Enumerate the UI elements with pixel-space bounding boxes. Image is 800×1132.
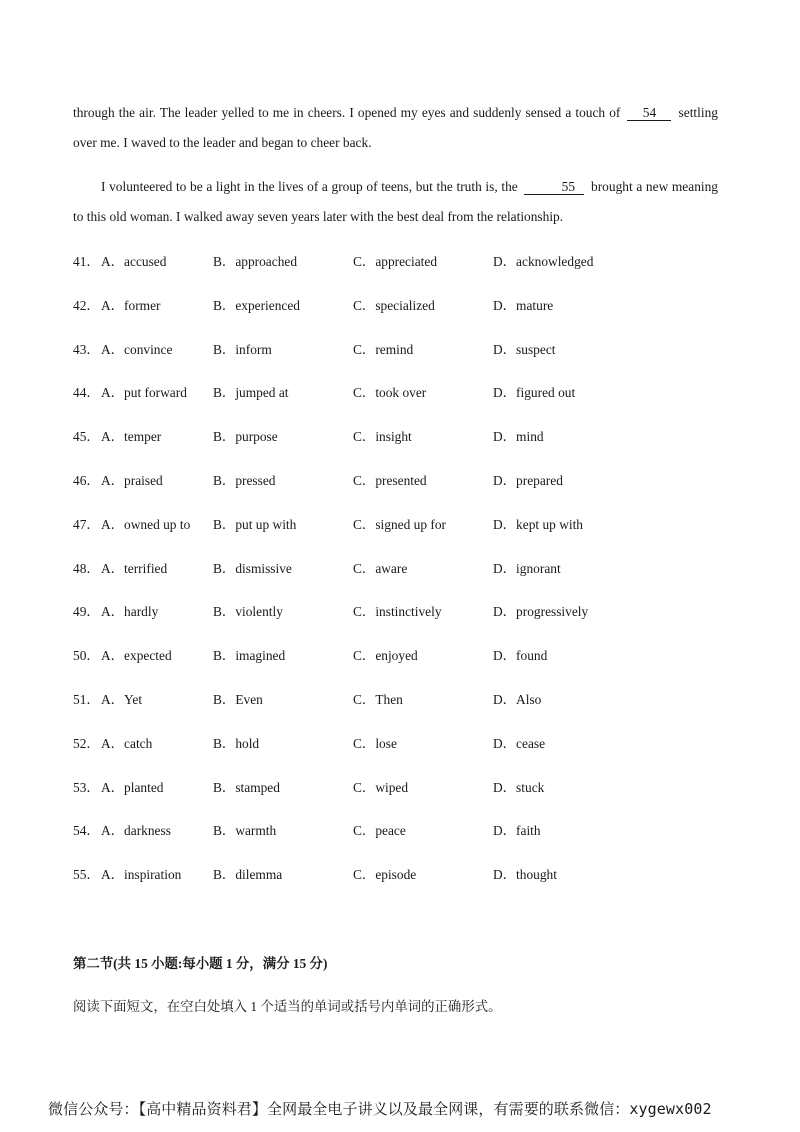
option-d: D．suspect bbox=[493, 341, 556, 357]
option-b: B．purpose bbox=[213, 429, 278, 445]
question-number: 50． bbox=[73, 648, 100, 664]
question-row bbox=[73, 817, 733, 861]
option-d: D．progressively bbox=[493, 604, 589, 620]
question-number: 51． bbox=[73, 691, 100, 707]
option-c: C．presented bbox=[353, 472, 427, 488]
passage-text: brought a new meaning to this old woman. I walked away seven years later with the best deal from the relationship. bbox=[73, 179, 718, 224]
option-c: C．specialized bbox=[353, 297, 435, 313]
section-instruction: 阅读下面短文，在空白处填入 1 个适当的单词或括号内单词的正确形式。 bbox=[73, 999, 502, 1014]
option-a: A．temper bbox=[101, 429, 162, 445]
passage-text: I volunteered to be a light in the lives of a group of teens, but the truth is, the bbox=[101, 179, 518, 194]
option-a: A．put forward bbox=[101, 385, 187, 401]
option-b: B．dismissive bbox=[213, 560, 292, 576]
option-a: A．terrified bbox=[101, 560, 168, 576]
blank-54: 54 bbox=[627, 105, 671, 121]
option-a: A．planted bbox=[101, 779, 164, 795]
option-a: A．darkness bbox=[101, 823, 171, 839]
option-d: D．kept up with bbox=[493, 516, 584, 532]
passage-text: through the air. The leader yelled to me in cheers. I opened my eyes and suddenly sensed a touch of bbox=[73, 105, 621, 120]
footer-promo bbox=[48, 1096, 712, 1122]
question-number: 54． bbox=[73, 823, 100, 839]
option-b: B．violently bbox=[213, 604, 283, 620]
option-b: B．experienced bbox=[213, 297, 300, 313]
option-a: A．praised bbox=[101, 472, 163, 488]
option-d: D．mature bbox=[493, 297, 554, 313]
option-c: C．insight bbox=[353, 429, 412, 445]
option-a: A．owned up to bbox=[101, 516, 191, 532]
question-row bbox=[73, 774, 733, 818]
question-number: 49． bbox=[73, 604, 100, 620]
question-row bbox=[73, 336, 733, 380]
option-c: C．appreciated bbox=[353, 254, 438, 269]
question-row bbox=[73, 642, 733, 686]
question-number: 53． bbox=[73, 779, 100, 795]
option-a: A．hardly bbox=[101, 604, 159, 620]
question-row bbox=[73, 511, 733, 555]
option-d: D．Also bbox=[493, 691, 542, 707]
question-row bbox=[73, 423, 733, 467]
option-d: D．figured out bbox=[493, 385, 576, 401]
question-number: 47． bbox=[73, 516, 100, 532]
question-number: 43． bbox=[73, 341, 100, 357]
option-c: C．signed up for bbox=[353, 516, 446, 532]
option-b: B．dilemma bbox=[213, 867, 283, 883]
question-number: 46． bbox=[73, 472, 100, 488]
option-b: B．stamped bbox=[213, 779, 280, 795]
question-row bbox=[73, 467, 733, 511]
option-c: C．episode bbox=[353, 867, 417, 883]
option-b: B．imagined bbox=[213, 648, 286, 664]
option-c: C．peace bbox=[353, 823, 406, 839]
option-d: D．acknowledged bbox=[493, 254, 594, 269]
option-a: A．expected bbox=[101, 648, 172, 664]
question-row bbox=[73, 598, 733, 642]
option-b: B．inform bbox=[213, 341, 272, 357]
passage-text: settling over me. I waved to the leader and began to cheer back. bbox=[73, 105, 718, 150]
option-c: C．lose bbox=[353, 735, 397, 751]
option-d: D．mind bbox=[493, 429, 544, 445]
option-d: D．faith bbox=[493, 823, 541, 839]
footer-wechat-id: xygewx002 bbox=[629, 1100, 712, 1118]
option-d: D．found bbox=[493, 648, 548, 664]
option-a: A．former bbox=[101, 297, 161, 313]
option-c: C．took over bbox=[353, 385, 427, 401]
option-b: B．put up with bbox=[213, 516, 297, 532]
question-row bbox=[73, 379, 733, 423]
option-d: D．cease bbox=[493, 735, 546, 751]
option-c: C．aware bbox=[353, 560, 408, 576]
option-d: D．stuck bbox=[493, 779, 545, 795]
option-c: C．Then bbox=[353, 691, 403, 707]
option-c: C．wiped bbox=[353, 779, 409, 795]
option-c: C．instinctively bbox=[353, 604, 442, 620]
question-number: 55． bbox=[73, 867, 100, 883]
option-a: A．accused bbox=[101, 254, 167, 269]
option-b: B．Even bbox=[213, 691, 263, 707]
option-a: A．catch bbox=[101, 735, 153, 751]
option-d: D．ignorant bbox=[493, 560, 561, 576]
option-a: A．inspiration bbox=[101, 867, 182, 883]
footer-text: 微信公众号：【高中精品资料君】全网最全电子讲义以及最全网课，有需要的联系微信： bbox=[48, 1100, 630, 1118]
question-number: 48． bbox=[73, 560, 100, 576]
question-number: 41． bbox=[73, 254, 100, 269]
option-a: A．Yet bbox=[101, 691, 143, 707]
option-a: A．convince bbox=[101, 341, 173, 357]
option-d: D．thought bbox=[493, 867, 557, 883]
section-title: 第二节(共 15 小题:每小题 1 分，满分 15 分) bbox=[73, 956, 328, 971]
question-row bbox=[73, 861, 733, 905]
question-number: 42． bbox=[73, 297, 100, 313]
question-options-list bbox=[73, 248, 733, 905]
option-b: B．approached bbox=[213, 254, 298, 269]
question-row bbox=[73, 292, 733, 336]
option-c: C．remind bbox=[353, 341, 414, 357]
option-b: B．jumped at bbox=[213, 385, 289, 401]
question-row bbox=[73, 730, 733, 774]
question-number: 44． bbox=[73, 385, 100, 401]
option-b: B．warmth bbox=[213, 823, 277, 839]
passage-paragraph-2 bbox=[73, 172, 718, 232]
option-b: B．pressed bbox=[213, 472, 276, 488]
blank-55: 55 bbox=[524, 179, 584, 195]
option-b: B．hold bbox=[213, 735, 260, 751]
question-row bbox=[73, 686, 733, 730]
option-c: C．enjoyed bbox=[353, 648, 418, 664]
question-number: 45． bbox=[73, 429, 100, 445]
question-row bbox=[73, 555, 733, 599]
passage-paragraph-1 bbox=[73, 98, 718, 158]
question-row bbox=[73, 248, 733, 292]
option-d: D．prepared bbox=[493, 472, 563, 488]
question-number: 52． bbox=[73, 735, 100, 751]
